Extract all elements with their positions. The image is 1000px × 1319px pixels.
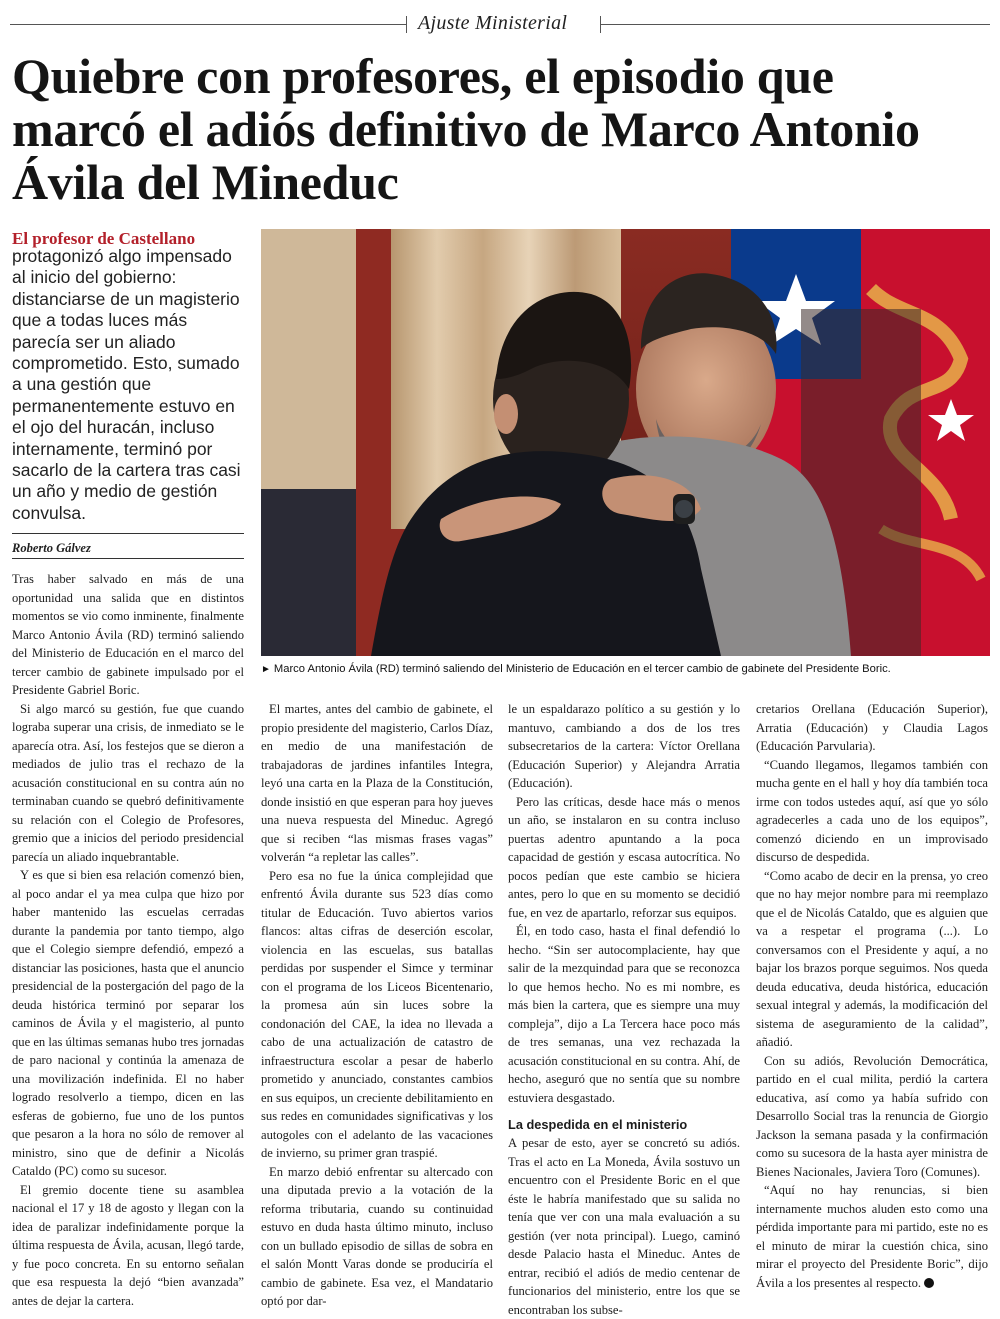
body-paragraph: le un espaldarazo político a su gestión y lo mantuvo, cambiando a dos de los tres subsecretarios de la cartera: Víctor Orellana (Educación Superior) y Alejandra Arratia (Educación). <box>508 702 740 790</box>
body-paragraph: Pero esa no fue la única complejidad que enfrentó Ávila durante sus 523 días como titular de Educación. Tuvo abiertos varios flancos: altas cifras de deserción escolar, violencia en las escuelas, sus batallas perdidas por suspender el Simce y terminar con el programa de los Liceos Bicentenario, la promesa aún sin luces sobre la condonación del CAE, la idea no llevada a cabo de una actualización de catastro de infraestructura escolar a pesar de haberlo prometido y anunciado, constantes cambios en sus equipos, un creciente debilitamiento en sus redes en comunidades significativas y los autogoles con el adelanto de las vacaciones de invierno, su primer gran traspié. <box>261 868 493 1160</box>
photo-illustration <box>261 229 990 656</box>
section-rule-left <box>10 24 406 25</box>
body-column-3 <box>508 700 740 1319</box>
caption-text: Marco Antonio Ávila (RD) terminó saliendo del Ministerio de Educación en el tercer cambio de gabinete del Presidente Boric. <box>273 663 891 675</box>
section-subhead: La despedida en el ministerio <box>508 1117 688 1132</box>
body-paragraph: Él, en todo caso, hasta el final defendió lo hecho. “Sin ser autocomplaciente, hay que salir de la mezquindad para que se reconozca lo que hemos hecho. No es mi nombre, es más bien la cartera, que es siempre una muy compleja”, dijo a La Tercera hace poco más de tres semanas, una vez rechazada la acusación constitucional en su contra. Ahí, de hecho, aseguró que no sentía que su nombre estuviera desgastado. <box>508 924 740 1105</box>
body-paragraph: En marzo debió enfrentar su altercado con una diputada previo a la votación de la reforma tributaria, cuando su continuidad estuvo en duda hasta último minuto, incluso con un bullado episodio de sillas de sobra en el salón Montt Varas donde se produciría el cambio de gabinete. Esa vez, el Mandatario optó por dar- <box>261 1164 493 1308</box>
article-photo <box>261 229 990 656</box>
byline-rule-bottom <box>12 558 244 559</box>
body-paragraph: Con su adiós, Revolución Democrática, partido en el cual milita, perdió la cartera educativa, así como ya había sufrido con Desarrollo Social tras la renuncia de Giorgio Jackson la semana pasada y la confirmación como su sucesora de la hasta ayer ministra de Bienes Nacionales, Javiera Toro (Comunes). <box>756 1053 988 1179</box>
section-header <box>10 10 990 40</box>
body-paragraph: El gremio docente tiene su asamblea nacional el 17 y 18 de agosto y llegan con la idea de paralizar indefinidamente porque la última respuesta de Ávila, acusan, llegó tarde, y fue poco concreta. En su entorno señalan que esa respuesta la dejó “bien avanzada” antes de dejar la cartera. <box>12 1182 244 1308</box>
headline: Quiebre con profesores, el episodio que marcó el adiós definitivo de Marco Antonio Ávila del Mineduc <box>12 48 920 210</box>
body-paragraph: cretarios Orellana (Educación Superior), Arratia (Educación) y Claudia Lagos (Educación Parvularia). <box>756 702 988 753</box>
body-paragraph: El martes, antes del cambio de gabinete, el propio presidente del magisterio, Carlos Díaz, en medio de una manifestación de trabajadoras de jardines infantiles Integra, leyó una carta en la Plaza de la Constitución, donde insistió en que esperan para hoy jueves una nueva respuesta del Mineduc. Agregó que si reciben “las mismas frases vagas” volverán “a repletar las calles”. <box>261 702 493 864</box>
body-column-4 <box>756 700 988 1292</box>
byline: Roberto Gálvez <box>12 541 91 555</box>
body-paragraph: “Cuando llegamos, llegamos también con mucha gente en el hall y hoy día también toca irme con todos ustedes aquí, así que yo sólo agradecerles a cada uno de los equipos”, comenzó diciendo en un improvisado discurso de despedida. <box>756 757 988 864</box>
body-paragraph: “Como acabo de decir en la prensa, yo creo que no hay mejor nombre para mi reemplazo que el de Nicolás Cataldo, que es alguien que va a respetar el programa (...). Lo conversamos con el Presidente y aquí, a no bajar los brazos porque seguimos. Nos queda deuda educativa, deuda histórica, educación sexual integral y además, la modificación del sistema de aseguramiento de la calidad”, añadió. <box>756 868 988 1049</box>
caption-marker: ► <box>261 664 271 675</box>
body-column-2 <box>261 700 493 1311</box>
lead-kicker: El profesor de Castellano <box>12 229 196 248</box>
body-paragraph: Pero las críticas, desde hace más o menos un año, se instalaron en su contra incluso puertas adentro apuntando a la poca capacidad de gestión y escasa autocrítica. No pocos pedían que este cambio se hiciera antes, pero lo que en su momento se decidió fue, en vez de apartarlo, reforzar sus equipos. <box>508 794 740 920</box>
body-paragraph: “Aquí no hay renuncias, si bien internamente muchos aluden esto como una pérdida importante para mi partido, este no es el minuto de mirar la cuestión chica, sino mirar el proyecto del Presidente Boric”, dijo Ávila a los presentes al respecto. <box>756 1183 988 1290</box>
body-paragraph: A pesar de esto, ayer se concretó su adiós. Tras el acto en La Moneda, Ávila sostuvo un encuentro con el Presidente Boric en el que éste le habría manifestado que su salida no tenía que ver con una mala evaluación a su gestión (ver nota principal). Luego, caminó desde Palacio hasta el Mineduc. Antes de entrar, recibió el adiós de medio centenar de funcionarios del ministerio, entre los que se encontraban los subse- <box>508 1136 740 1317</box>
body-column-1 <box>12 570 244 1310</box>
body-paragraph: Si algo marcó su gestión, fue que cuando lograba superar una crisis, de inmediato se le aparecía otra. Así, los festejos que se dieron a mediados de julio tras el rechazo de la acusación constitucional en su contra aún no terminaban cuando se quebró definitivamente su relación con el Colegio de Profesores, gremio que a inicios del periodo presidencial parecía un aliado inquebrantable. <box>12 701 244 864</box>
body-paragraph: Y es que si bien esa relación comenzó bien, al poco andar el ya mea culpa que hizo por haber mantenido las escuelas cerradas durante la pandemia por tanto tiempo, algo que el Colegio siempre defendió, empezó a distanciar las posiciones, hasta que el anuncio presidencial de la postergación del pago de la deuda histórica terminó por separar los caminos de Ávila y el magisterio, al punto que en las últimas semanas hubo tres jornadas de paro nacional y continúa la amenaza de una movilización indefinida. El no haber logrado resolverlo a tiempo, dicen en las esferas de gobierno, fue uno de los puntos que pesaron a la hora no sólo de remover al ministro, sino que de definir a Nicolás Cataldo (PC) como su sucesor. <box>12 868 244 1178</box>
end-of-article-icon <box>924 1278 934 1288</box>
section-rule-tick-left <box>406 16 407 33</box>
body-paragraph: Tras haber salvado en más de una oportunidad una salida que en distintos momentos se vio como inminente, finalmente Marco Antonio Ávila (RD) terminó saliendo del Ministerio de Educación en el marco del tercer cambio de gabinete impulsado por el Presidente Gabriel Boric. <box>12 572 244 697</box>
byline-rule-top <box>12 533 244 534</box>
section-label: Ajuste Ministerial <box>418 12 568 34</box>
lead-text: protagonizó algo impensado al inicio del gobierno: distanciarse de un magisterio que a todas luces más parecía ser un aliado comprometido. Esto, sumado a una gestión que permanentemente estuvo en el ojo del huracán, incluso internamente, terminó por sacarlo de la cartera tras casi un año y medio de gestión convulsa. <box>12 246 241 523</box>
section-rule-right <box>600 24 990 25</box>
photo-caption <box>261 663 990 675</box>
